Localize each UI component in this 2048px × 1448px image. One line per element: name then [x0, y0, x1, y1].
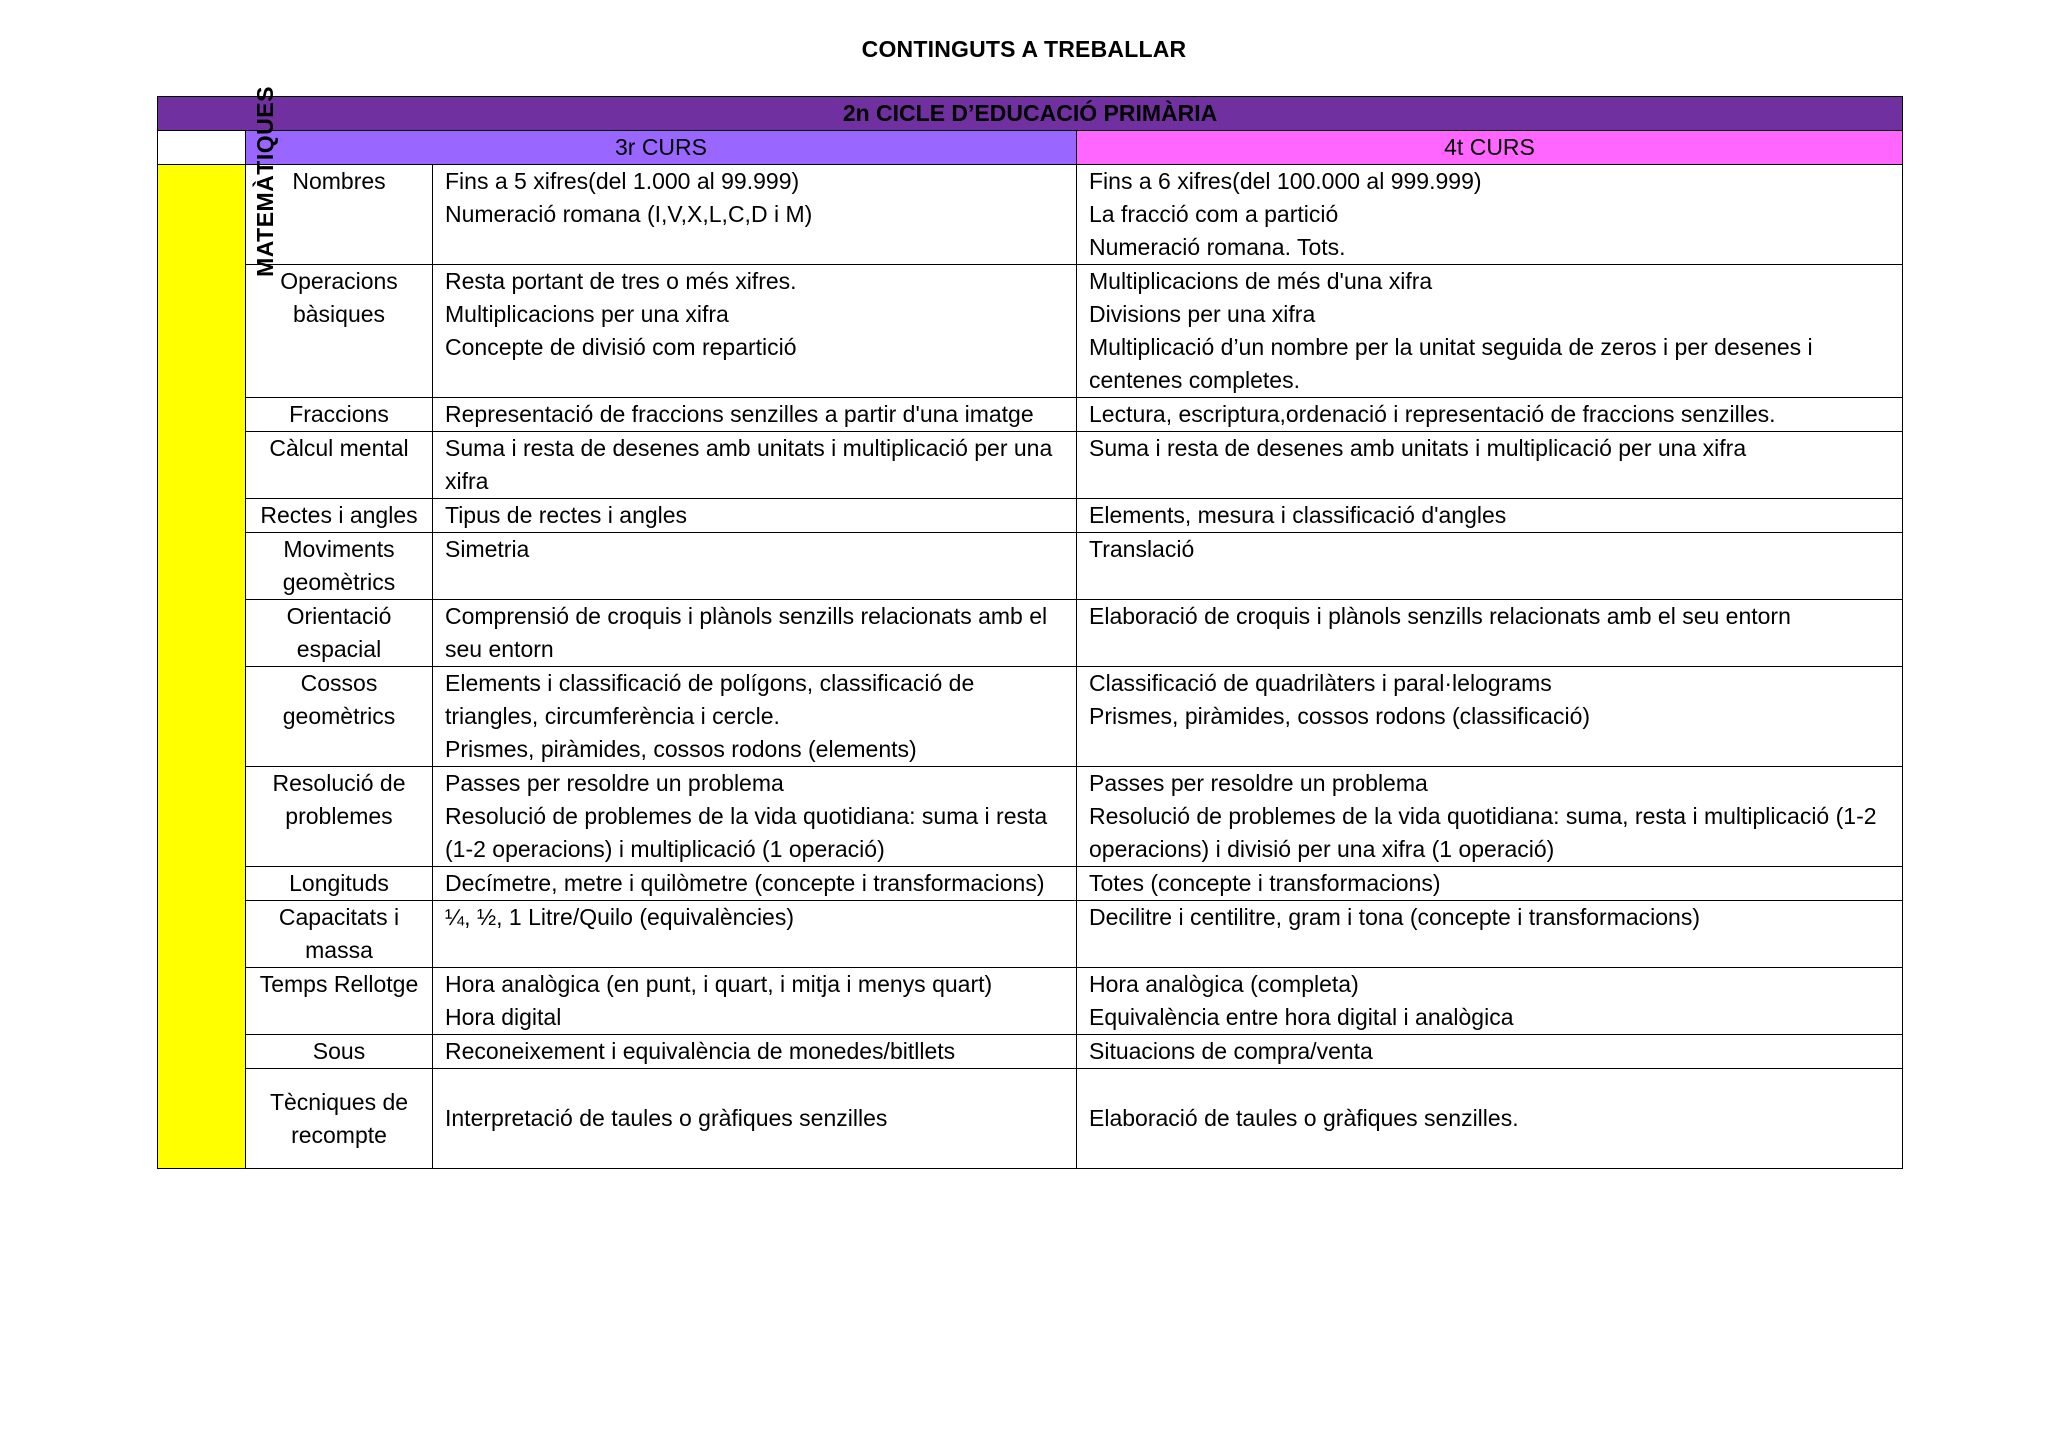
content-line: Classificació de quadrilàters i paral·lelograms — [1089, 670, 1552, 696]
content-line: Tipus de rectes i angles — [445, 502, 688, 528]
content-line: Fins a 5 xifres(del 1.000 al 99.999) — [445, 168, 800, 194]
content-line: ¼, ½, 1 Litre/Quilo (equivalències) — [445, 904, 795, 930]
topic-cell: Temps Rellotge — [246, 968, 433, 1035]
content-line: Passes per resoldre un problema — [445, 770, 784, 796]
course-4-content-cell — [1077, 533, 1903, 600]
content-line: Numeració romana (I,V,X,L,C,D i M) — [445, 201, 813, 227]
content-line: Situacions de compra/venta — [1089, 1038, 1373, 1064]
topic-cell: Rectes i angles — [246, 499, 433, 533]
course-4-content-cell — [1077, 600, 1903, 667]
content-line: Prismes, piràmides, cossos rodons (elements) — [445, 736, 917, 762]
course-3-content-cell — [433, 968, 1077, 1035]
course-3-content-cell — [433, 867, 1077, 901]
course-4-content-cell — [1077, 901, 1903, 968]
content-line: Equivalència entre hora digital i analògica — [1089, 1004, 1514, 1030]
content-line: Totes (concepte i transformacions) — [1089, 870, 1441, 896]
content-line: Interpretació de taules o gràfiques senzilles — [445, 1105, 888, 1131]
content-line: Reconeixement i equivalència de monedes/bitllets — [445, 1038, 956, 1064]
topic-cell: Càlcul mental — [246, 432, 433, 499]
table-row — [158, 499, 1903, 533]
content-line: Suma i resta de desenes amb unitats i multiplicació per una xifra — [445, 435, 1053, 494]
table-row — [158, 398, 1903, 432]
course-3-content-cell — [433, 499, 1077, 533]
content-line: Decilitre i centilitre, gram i tona (concepte i transformacions) — [1089, 904, 1701, 930]
course-4-content-cell — [1077, 968, 1903, 1035]
course-4-header: 4t CURS — [1077, 131, 1903, 165]
content-line: Fins a 6 xifres(del 100.000 al 999.999) — [1089, 168, 1482, 194]
table-row — [158, 600, 1903, 667]
course-3-content-cell — [433, 767, 1077, 867]
content-line: Multiplicacions de més d'una xifra — [1089, 268, 1433, 294]
course-3-content-cell — [433, 901, 1077, 968]
course-3-content-cell — [433, 165, 1077, 265]
table-row — [158, 1069, 1903, 1169]
table-row — [158, 1035, 1903, 1069]
table-row — [158, 767, 1903, 867]
subject-cell — [158, 86, 278, 1169]
cycle-header: 2n CICLE D’EDUCACIÓ PRIMÀRIA — [158, 97, 1903, 131]
table-row — [158, 667, 1903, 767]
content-line: Elements, mesura i classificació d'angles — [1089, 502, 1507, 528]
table-row — [158, 265, 1903, 398]
course-3-content-cell — [433, 600, 1077, 667]
course-4-content-cell — [1077, 1035, 1903, 1069]
course-3-content-cell — [433, 1069, 1077, 1169]
topic-cell: Moviments geomètrics — [246, 533, 433, 600]
course-4-content-cell — [1077, 867, 1903, 901]
topic-cell: Fraccions — [246, 398, 433, 432]
cycle-header-row — [158, 97, 1903, 131]
course-3-header: 3r CURS — [246, 131, 1077, 165]
content-line: Simetria — [445, 536, 530, 562]
subject-label: MATEMÀTIQUES — [251, 86, 278, 277]
content-line: Divisions per una xifra — [1089, 301, 1316, 327]
content-line: Resta portant de tres o més xifres. — [445, 268, 797, 294]
content-line: Elaboració de taules o gràfiques senzilles. — [1089, 1105, 1519, 1131]
content-line: Representació de fraccions senzilles a partir d'una imatge — [445, 401, 1034, 427]
topic-cell: Tècniques de recompte — [246, 1069, 433, 1169]
course-3-content-cell — [433, 667, 1077, 767]
course-3-content-cell — [433, 432, 1077, 499]
content-line: Suma i resta de desenes amb unitats i multiplicació per una xifra — [1089, 435, 1747, 461]
course-header-row — [158, 131, 1903, 165]
content-line: Elaboració de croquis i plànols senzills relacionats amb el seu entorn — [1089, 603, 1791, 629]
content-line: Hora analògica (en punt, i quart, i mitja i menys quart) — [445, 971, 993, 997]
topic-cell: Sous — [246, 1035, 433, 1069]
course-4-content-cell — [1077, 767, 1903, 867]
course-4-content-cell — [1077, 432, 1903, 499]
content-line: Multiplicacions per una xifra — [445, 301, 729, 327]
curriculum-table — [157, 86, 1903, 1169]
table-row — [158, 432, 1903, 499]
topic-cell: Cossos geomètrics — [246, 667, 433, 767]
course-3-content-cell — [433, 1035, 1077, 1069]
course-4-content-cell — [1077, 499, 1903, 533]
content-line: Decímetre, metre i quilòmetre (concepte i transformacions) — [445, 870, 1045, 896]
table-row — [158, 901, 1903, 968]
content-line: Elements i classificació de polígons, classificació de triangles, circumferència i cercle. — [445, 670, 975, 729]
table-row — [158, 533, 1903, 600]
content-line: La fracció com a partició — [1089, 201, 1339, 227]
content-line: Translació — [1089, 536, 1195, 562]
course-4-content-cell — [1077, 398, 1903, 432]
content-line: Hora analògica (completa) — [1089, 971, 1359, 997]
course-3-content-cell — [433, 533, 1077, 600]
page-title: CONTINGUTS A TREBALLAR — [861, 36, 1187, 62]
course-3-content-cell — [433, 398, 1077, 432]
content-line: Comprensió de croquis i plànols senzills relacionats amb el seu entorn — [445, 603, 1048, 662]
course-4-content-cell — [1077, 265, 1903, 398]
content-line: Passes per resoldre un problema — [1089, 770, 1428, 796]
topic-cell: Nombres — [246, 165, 433, 265]
topic-cell: Capacitats i massa — [246, 901, 433, 968]
blank-corner-cell — [158, 131, 246, 165]
table-row — [158, 867, 1903, 901]
course-4-content-cell — [1077, 667, 1903, 767]
content-line: Numeració romana. Tots. — [1089, 234, 1346, 260]
topic-cell: Orientació espacial — [246, 600, 433, 667]
topic-cell: Longituds — [246, 867, 433, 901]
course-4-content-cell — [1077, 1069, 1903, 1169]
content-line: Hora digital — [445, 1004, 562, 1030]
content-line: Resolució de problemes de la vida quotidiana: suma i resta (1-2 operacions) i multiplicació (1 operació) — [445, 803, 1048, 862]
table-row — [158, 165, 1903, 265]
content-line: Lectura, escriptura,ordenació i representació de fraccions senzilles. — [1089, 401, 1776, 427]
content-line: Prismes, piràmides, cossos rodons (classificació) — [1089, 703, 1591, 729]
course-4-content-cell — [1077, 165, 1903, 265]
content-line: Concepte de divisió com repartició — [445, 334, 797, 360]
course-3-content-cell — [433, 265, 1077, 398]
content-line: Multiplicació d’un nombre per la unitat seguida de zeros i per desenes i centenes completes. — [1089, 334, 1813, 393]
topic-cell: Operacions bàsiques — [246, 265, 433, 398]
topic-cell: Resolució de problemes — [246, 767, 433, 867]
table-row — [158, 968, 1903, 1035]
content-line: Resolució de problemes de la vida quotidiana: suma, resta i multiplicació (1-2 operacions) i divisió per una xifra (1 operació) — [1089, 803, 1877, 862]
